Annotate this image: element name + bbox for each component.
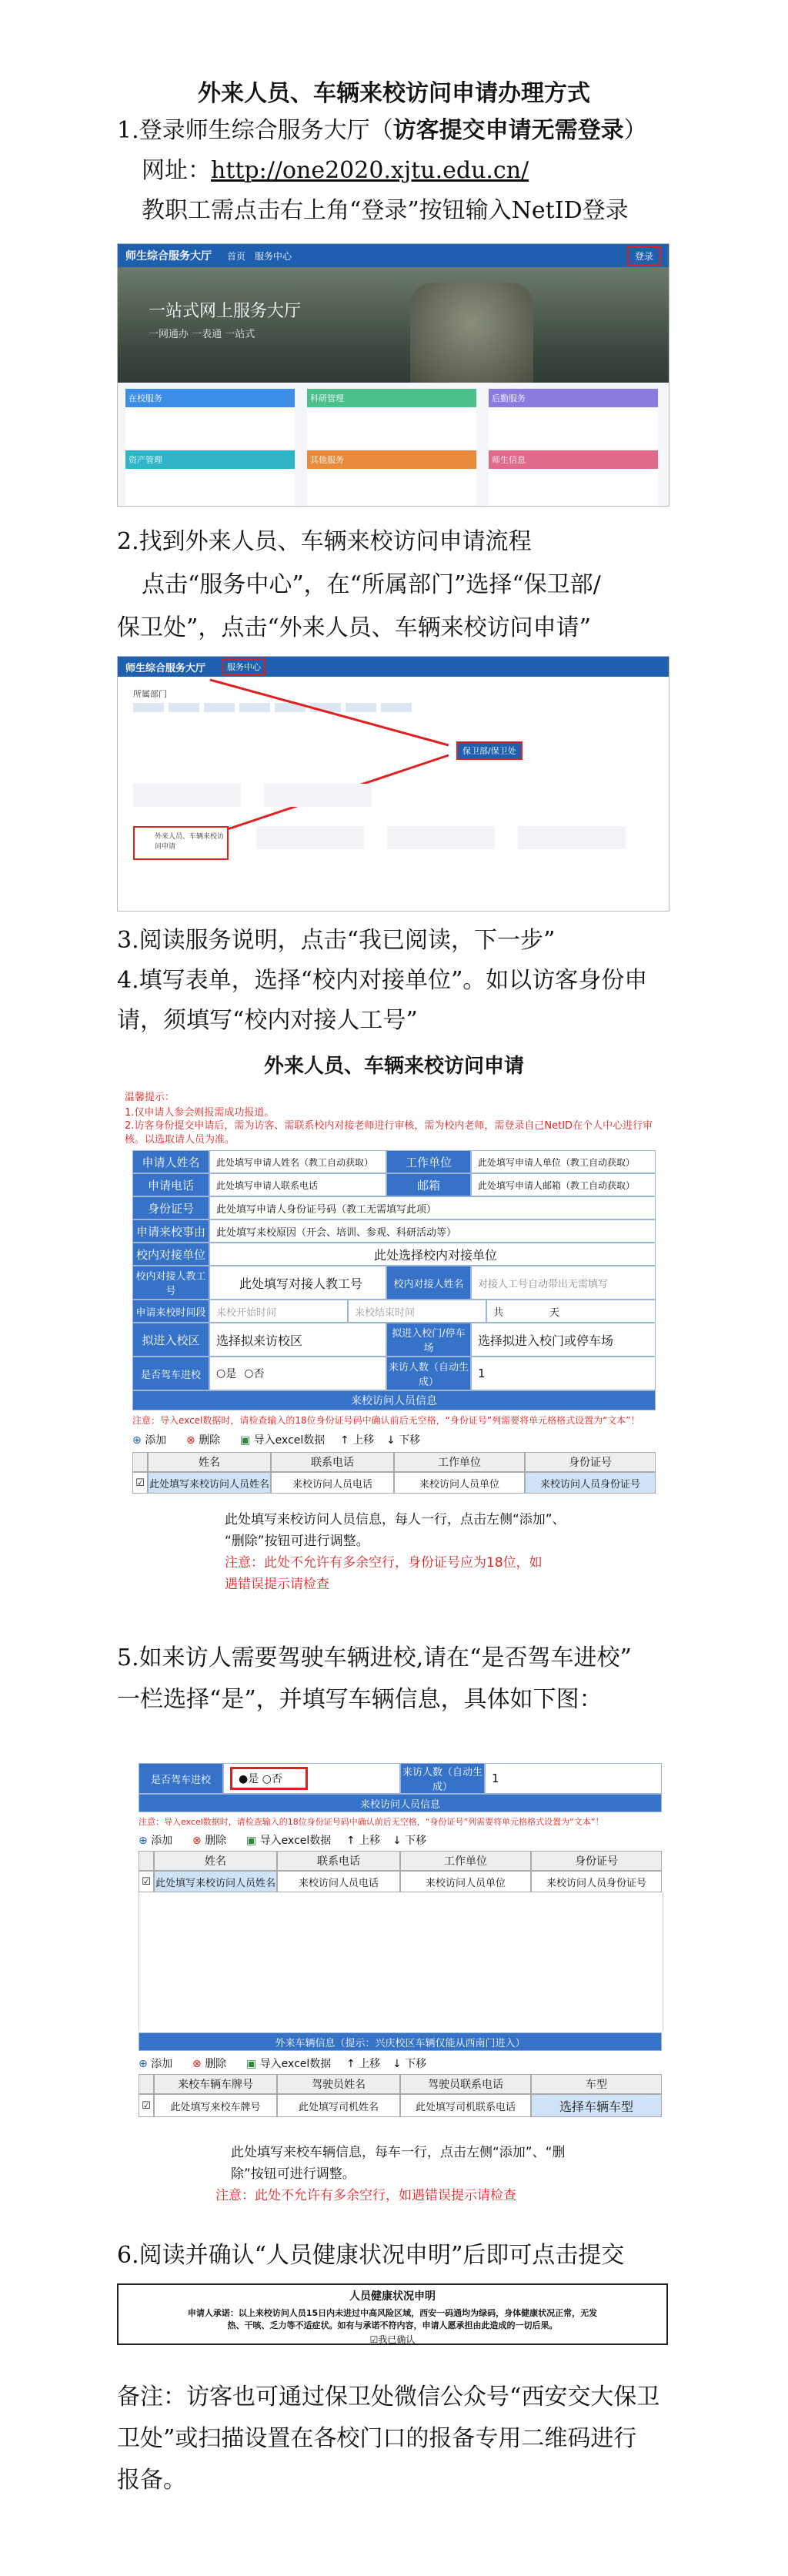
table-cell[interactable]: 此处填写来校访问人员姓名 — [148, 1472, 271, 1494]
step2-line2: 点击“服务中心”，在“所属部门”选择“保卫部/ — [142, 571, 601, 598]
delete-vehicle-button[interactable] — [192, 2056, 226, 2071]
portal-card[interactable] — [307, 389, 476, 449]
drive-yes-label: 是 — [248, 1773, 259, 1785]
vehicle-count-label: 来访人数（自动生成） — [400, 1763, 485, 1794]
campus-select[interactable]: 选择拟来访校区 — [209, 1323, 386, 1357]
campus-label: 拟进入校区 — [132, 1323, 209, 1357]
move-down-button[interactable] — [386, 1432, 420, 1447]
service-center-screenshot — [117, 656, 669, 912]
vehicle-annotation-3: 注意：此处不允许有多余空行，如遇错误提示请检查 — [215, 2188, 516, 2203]
table-cell[interactable]: 此处填写来校访问人员姓名 — [154, 1871, 277, 1892]
portal-header — [118, 244, 669, 267]
plus-icon: ⊕ — [139, 2058, 148, 2070]
table-cell[interactable]: 来校访问人员身份证号 — [525, 1472, 656, 1494]
add-label: 添加 — [145, 1434, 167, 1447]
move-up-button[interactable] — [346, 1832, 380, 1848]
portal-header-title: 师生综合服务大厅 — [125, 250, 212, 263]
add-label: 添加 — [151, 1835, 173, 1847]
step2-heading: 2.找到外来人员、车辆来校访问申请流程 — [117, 528, 532, 555]
visit-end-time[interactable]: 来校结束时间 — [348, 1300, 486, 1323]
reason-field[interactable]: 此处填写来校原因（开会、培训、参观、科研活动等） — [209, 1219, 656, 1243]
portal-login-button[interactable]: 登录 — [627, 246, 661, 266]
visitor-table-empty-area — [139, 1892, 663, 2031]
import-label: 导入excel数据 — [259, 1835, 332, 1847]
portal-card-label: 资产管理 — [125, 450, 295, 469]
delete-label: 删除 — [205, 2058, 227, 2070]
drive-no-label: 否 — [271, 1773, 282, 1785]
portal-card-label: 后勤服务 — [489, 389, 658, 407]
visit-days — [486, 1300, 656, 1323]
visitor-count-label: 来访人数（自动生成） — [386, 1357, 471, 1390]
vehicle-count-value: 1 — [485, 1763, 662, 1794]
drive-no-radio[interactable]: ○ — [244, 1367, 254, 1380]
sc-service-item[interactable] — [264, 784, 372, 807]
vehicle-form — [139, 1763, 662, 2203]
health-text-2: 热、干咳、乏力等不适症状。如有与承诺不符内容，申请人愿承担由此造成的一切后果。 — [227, 2320, 558, 2330]
sc-dept-security[interactable]: 保卫部/保卫处 — [456, 741, 523, 760]
excel-icon: ▣ — [246, 1835, 257, 1847]
import-button[interactable] — [240, 1432, 325, 1447]
portal-card[interactable] — [307, 450, 476, 506]
table-cell[interactable]: 此处填写司机联系电话 — [400, 2094, 531, 2117]
col-phone: 联系电话 — [271, 1452, 394, 1472]
delete-icon: ⊗ — [186, 1434, 195, 1447]
plus-icon: ⊕ — [139, 1835, 148, 1847]
document-title: 外来人员、车辆来校访问申请办理方式 — [198, 80, 590, 107]
row-checkbox[interactable]: ☑ — [139, 1871, 154, 1892]
gate-label: 拟进入校门/停车场 — [386, 1323, 471, 1357]
row-checkbox[interactable]: ☑ — [139, 2094, 154, 2117]
portal-card[interactable] — [489, 450, 658, 506]
note-line-1: 备注：访客也可通过保卫处微信公众号“西安交大保卫 — [117, 2384, 660, 2410]
step1-url-line — [142, 152, 696, 189]
phone-field[interactable]: 此处填写申请人联系电话 — [209, 1173, 386, 1196]
excel-icon: ▣ — [240, 1434, 251, 1447]
step3-heading: 3.阅读服务说明，点击“我已阅读，下一步” — [117, 927, 556, 954]
col-unit: 工作单位 — [394, 1452, 525, 1472]
vehicle-select-all[interactable] — [139, 2074, 154, 2094]
col-id: 身份证号 — [525, 1452, 656, 1472]
health-title: 人员健康状况申明 — [349, 2290, 436, 2303]
portal-card-label: 科研管理 — [307, 389, 476, 407]
col-plate: 来校车辆车牌号 — [154, 2074, 277, 2094]
portal-card-label: 在校服务 — [125, 389, 295, 407]
email-field[interactable]: 此处填写申请人邮箱（教工自动获取） — [471, 1173, 656, 1196]
email-label: 邮箱 — [386, 1173, 471, 1196]
col-id: 身份证号 — [531, 1851, 662, 1871]
add-label: 添加 — [151, 2058, 173, 2070]
plus-icon: ⊕ — [132, 1434, 142, 1447]
portal-banner-tree — [410, 283, 533, 383]
step5-line2: 一栏选择“是”，并填写车辆信息，具体如下图： — [117, 1686, 603, 1713]
days-prefix: 共 — [493, 1306, 504, 1319]
delete-label: 删除 — [205, 1835, 227, 1847]
portal-card[interactable] — [125, 450, 295, 506]
col-vehicle-type: 车型 — [531, 2074, 662, 2094]
health-declaration — [117, 2283, 668, 2345]
sc-service-item[interactable] — [387, 826, 495, 849]
sc-tab-service[interactable]: 服务中心 — [222, 658, 265, 675]
portal-card-label: 其他服务 — [307, 450, 476, 469]
vehicle-annotation-2: 除”按钮可进行调整。 — [231, 2166, 356, 2182]
delete-label: 删除 — [199, 1434, 221, 1447]
sc-service-item[interactable] — [133, 784, 241, 807]
table-cell[interactable]: 来校访问人员单位 — [394, 1472, 525, 1494]
step5-heading: 5.如来访人需要驾驶车辆进校,请在“是否驾车进校” — [117, 1644, 632, 1671]
arrow-up-icon: ↑ — [346, 2058, 356, 2070]
col-name: 姓名 — [148, 1452, 271, 1472]
vehicle-visitors-section: 来校访问人员信息 — [139, 1794, 662, 1812]
form-tip-label: 温馨提示： — [125, 1092, 175, 1103]
portal-nav-service[interactable]: 服务中心 — [255, 250, 292, 262]
step2-line3: 保卫处”，点击“外来人员、车辆来校访问申请” — [117, 614, 592, 641]
sc-header-title: 师生综合服务大厅 — [125, 662, 206, 674]
visitor-annotation-1: 此处填写来校访问人员信息，每人一行，点击左侧“添加”、 — [225, 1512, 566, 1527]
step1-text-end: ） — [623, 117, 647, 144]
delete-icon: ⊗ — [192, 1835, 202, 1847]
table-cell[interactable]: 来校访问人员身份证号 — [531, 1871, 662, 1892]
host-name-label: 校内对接人姓名 — [386, 1266, 471, 1300]
sc-service-item[interactable] — [256, 826, 364, 849]
vehicle-section-header: 外来车辆信息（提示：兴庆校区车辆仅能从西南门进入） — [139, 2032, 662, 2051]
drive-label: 是否驾车进校 — [132, 1357, 209, 1390]
move-down-label: 下移 — [405, 1835, 427, 1847]
col-phone: 联系电话 — [277, 1851, 400, 1871]
drive-yes-radio[interactable]: ● — [239, 1773, 249, 1785]
host-name-field: 对接人工号自动带出无需填写 — [471, 1266, 656, 1300]
portal-card-label: 师生信息 — [489, 450, 658, 469]
applicant-name-field[interactable]: 此处填写申请人姓名（教工自动获取） — [209, 1150, 386, 1173]
form-tip2: 2.访客身份提交申请后，需为访客、需联系校内对接老师进行审核，需为校内老师，需登录自己NetID在个人中心进行审核。以选取请人员为准。 — [125, 1120, 653, 1146]
confirm-checkbox-icon[interactable]: ☑ — [369, 2334, 379, 2345]
step6-heading: 6.阅读并确认“人员健康状况申明”后即可点击提交 — [117, 2242, 625, 2269]
table-cell[interactable]: 来校访问人员电话 — [277, 1871, 400, 1892]
drive-yes-radio[interactable]: ○ — [216, 1367, 226, 1380]
visitor-count-value: 1 — [471, 1357, 656, 1390]
reason-label: 申请来校事由 — [132, 1219, 209, 1243]
id-number-field[interactable]: 此处填写申请人身份证号码（教工无需填写此项） — [209, 1196, 656, 1219]
phone-label: 申请电话 — [132, 1173, 209, 1196]
sc-service-item[interactable] — [518, 826, 626, 849]
work-unit-field[interactable]: 此处填写申请人单位（教工自动获取） — [471, 1150, 656, 1173]
visitor-annotation-3: 注意：此处不允许有多余空行，身份证号应为18位，如 — [225, 1555, 543, 1571]
visitor-annotation-4: 遇错误提示请检查 — [225, 1577, 329, 1592]
col-driver-phone: 驾驶员联系电话 — [400, 2074, 531, 2094]
visit-time-label: 申请来校时间段 — [132, 1300, 209, 1323]
step1-login-hint: 教职工需点击右上角“登录”按钮输入NetID登录 — [142, 197, 629, 224]
vehicle-import-note: 注意：导入excel数据时，请检查输入的18位身份证号码中确认前后无空格，“身份证号”列需要将单元格格式设置为“文本”！ — [139, 1817, 604, 1827]
drive-yes-label: 是 — [225, 1368, 237, 1380]
col-name: 姓名 — [154, 1851, 277, 1871]
arrow-up-icon: ↑ — [340, 1434, 349, 1447]
visitors-section-header: 来校访问人员信息 — [132, 1390, 656, 1410]
move-up-label: 上移 — [359, 2058, 381, 2070]
applicant-name-label: 申请人姓名 — [132, 1150, 209, 1173]
add-button[interactable] — [132, 1432, 166, 1447]
import-button[interactable] — [246, 1832, 331, 1848]
host-unit-label: 校内对接单位 — [132, 1243, 209, 1266]
sc-service-row — [133, 784, 656, 815]
days-suffix: 天 — [549, 1306, 560, 1319]
delete-icon: ⊗ — [192, 2058, 202, 2070]
note-line-2: 卫处”或扫描设置在各校门口的报备专用二维码进行 — [117, 2425, 637, 2452]
id-number-label: 身份证号 — [132, 1196, 209, 1219]
select-all-checkbox[interactable] — [139, 1851, 154, 1871]
table-cell[interactable]: 来校访问人员电话 — [271, 1472, 394, 1494]
portal-banner — [118, 267, 669, 383]
host-unit-select[interactable]: 此处选择校内对接单位 — [209, 1243, 656, 1266]
step1-text: 1.登录师生综合服务大厅（ — [117, 117, 393, 144]
sc-service-label: 外来人员、车辆来校访问申请 — [155, 833, 225, 851]
health-confirm[interactable] — [119, 2333, 666, 2346]
vehicle-type-select[interactable]: 选择车辆车型 — [531, 2094, 662, 2117]
form-title: 外来人员、车辆来校访问申请 — [263, 1055, 524, 1078]
vehicle-annotation-1: 此处填写来校车辆信息，每车一行，点击左侧“添加”、“删 — [231, 2145, 566, 2160]
portal-banner-title: 一站式网上服务大厅 — [149, 302, 302, 321]
vehicle-drive-options — [223, 1763, 400, 1794]
portal-url-link[interactable]: http://one2020.xjtu.edu.cn/ — [211, 157, 529, 184]
col-driver: 驾驶员姓名 — [277, 2074, 400, 2094]
step4-line2: 请，须填写“校内对接人工号” — [117, 1007, 418, 1034]
col-unit: 工作单位 — [400, 1851, 531, 1871]
import-vehicle-button[interactable] — [246, 2056, 331, 2071]
url-label: 网址： — [142, 157, 211, 184]
sc-service-row — [256, 826, 656, 857]
drive-highlight — [230, 1767, 308, 1790]
table-cell[interactable]: 此处填写司机姓名 — [277, 2094, 400, 2117]
arrow-down-icon: ↓ — [386, 1434, 396, 1447]
move-down-label: 下移 — [405, 2058, 427, 2070]
drive-options — [209, 1357, 386, 1390]
delete-button[interactable] — [186, 1432, 220, 1447]
application-form — [117, 1047, 671, 1640]
arrow-down-icon: ↓ — [392, 2058, 402, 2070]
visitor-annotation-2: “删除”按钮可进行调整。 — [225, 1534, 369, 1549]
drive-no-radio[interactable]: ○ — [262, 1773, 272, 1785]
sc-service-highlight[interactable] — [133, 826, 229, 860]
portal-card[interactable] — [125, 389, 295, 449]
visit-start-time[interactable]: 来校开始时间 — [209, 1300, 348, 1323]
delete-button[interactable] — [192, 1832, 226, 1848]
note-line-3: 报备。 — [117, 2467, 186, 2494]
table-cell[interactable]: 来校访问人员单位 — [400, 1871, 531, 1892]
host-staff-id-field[interactable]: 此处填写对接人教工号 — [209, 1266, 386, 1300]
confirm-label: 我已确认 — [378, 2334, 416, 2345]
drive-no-label: 否 — [253, 1368, 265, 1380]
portal-card[interactable] — [489, 389, 658, 449]
host-staff-id-label: 校内对接人教工号 — [132, 1266, 209, 1300]
select-all-checkbox[interactable] — [132, 1452, 148, 1472]
form-tip1: 1.仅申请人参会则报需成功报道。 — [125, 1107, 275, 1119]
vehicle-drive-label: 是否驾车进校 — [139, 1763, 223, 1794]
portal-cards — [118, 383, 669, 506]
step4-heading: 4.填写表单，选择“校内对接单位”。如以访客身份申 — [117, 967, 648, 994]
move-down-button[interactable] — [392, 2056, 426, 2071]
row-checkbox[interactable]: ☑ — [132, 1472, 148, 1494]
table-cell[interactable]: 此处填写来校车牌号 — [154, 2094, 277, 2117]
step1-heading — [117, 112, 671, 149]
step1-bold-text: 访客提交申请无需登录 — [392, 117, 624, 144]
excel-icon: ▣ — [246, 2058, 257, 2070]
move-up-label: 上移 — [359, 1835, 381, 1847]
import-note: 注意：导入excel数据时，请检查输入的18位身份证号码中确认前后无空格，“身份证号”列需要将单元格格式设置为“文本”！ — [132, 1415, 640, 1426]
move-up-button[interactable] — [346, 2056, 380, 2071]
import-label: 导入excel数据 — [253, 1434, 326, 1447]
arrow-down-icon: ↓ — [392, 1835, 402, 1847]
portal-nav-home[interactable]: 首页 — [227, 250, 246, 262]
move-down-label: 下移 — [399, 1434, 421, 1447]
sc-arrow-line — [210, 680, 449, 745]
move-down-button[interactable] — [392, 1832, 426, 1848]
arrow-up-icon: ↑ — [346, 1835, 356, 1847]
import-label: 导入excel数据 — [259, 2058, 332, 2070]
move-up-label: 上移 — [352, 1434, 375, 1447]
gate-select[interactable]: 选择拟进入校门或停车场 — [471, 1323, 656, 1357]
portal-screenshot — [117, 243, 669, 507]
add-button[interactable] — [139, 1832, 172, 1848]
health-text-1: 申请人承诺：以上来校访问人员15日内未进过中高风险区域，西安一码通均为绿码，身体健康状况正常，无发 — [187, 2308, 598, 2318]
work-unit-label: 工作单位 — [386, 1150, 471, 1173]
add-vehicle-button[interactable] — [139, 2056, 172, 2071]
move-up-button[interactable] — [340, 1432, 374, 1447]
sc-filter-label: 所属部门 — [133, 689, 167, 699]
portal-banner-subtitle: 一网通办 一表通 一站式 — [149, 329, 255, 340]
